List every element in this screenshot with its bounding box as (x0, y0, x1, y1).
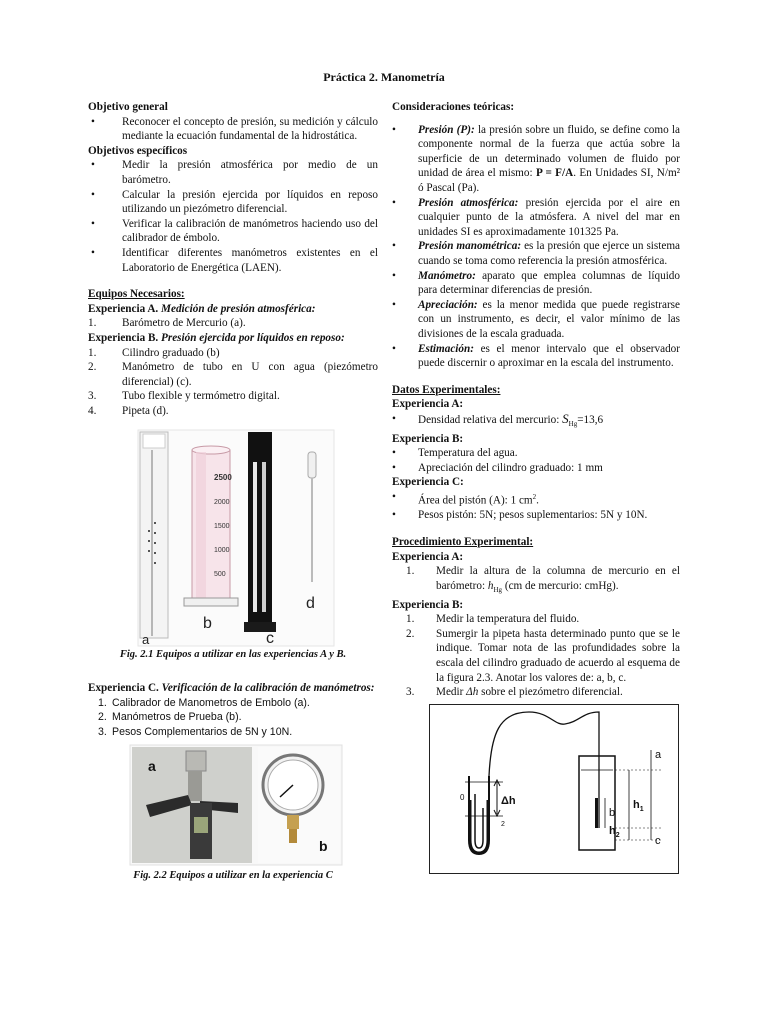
fig1-label-b: b (203, 615, 212, 633)
datos-exp-c-list (392, 490, 680, 523)
list-item: • Área del pistón (A): 1 $cm^2$. (392, 490, 680, 508)
consideraciones-heading: Consideraciones teóricas: (392, 101, 515, 113)
equipos-heading: Equipos Necesarios: (88, 288, 185, 301)
datos-exp-c-heading: Experiencia C: (392, 476, 464, 489)
list-item: 2. Sumergir la pipeta hasta determinado punto que se le indique. Tomar nota de las profundidades sobre la escala del cilindro graduado de acuerdo al esquema de la figura 2.3. Anotar los valores de: a, b, c. (406, 627, 680, 684)
list-item: • Densidad relativa del mercurio: $S_{Hg}=13,6$ (392, 412, 680, 432)
figure-2-3-diagram (429, 704, 679, 874)
svg-text:1500: 1500 (214, 523, 230, 531)
delta-h-label: Δh (501, 794, 516, 807)
proc-exp-b-heading: Experiencia B: (392, 598, 464, 611)
datos-heading: Datos Experimentales: (392, 383, 501, 396)
definition-item: • Apreciación: es la menor medida que puede registrarse con un instrumento, es decir, el valor mínimo de las divisiones de la escala graduada. (392, 298, 680, 342)
proc-exp-a-heading: Experiencia A: (392, 550, 464, 563)
exp-a-heading: Experiencia A. Medición de presión atmosférica: (88, 302, 316, 315)
datos-exp-a-heading: Experiencia A: (392, 398, 464, 411)
list-item: 1. Medir la temperatura del fluido. (406, 613, 580, 626)
objetivo-general-heading: Objetivo general (88, 101, 168, 113)
graduated-cylinder-illustration (184, 446, 238, 632)
svg-text:500: 500 (214, 571, 226, 579)
definitions-list (392, 123, 680, 371)
equipment-illustration-ab (88, 422, 378, 648)
objetivo-general-list (88, 115, 378, 144)
exp-c-heading: Experiencia C. Verificación de la calibración de manómetros: (88, 682, 375, 695)
page-title: Práctica 2. Manometría (323, 70, 445, 84)
fig1-label-a: a (142, 632, 150, 648)
fig1-label-c: c (266, 630, 274, 648)
two-label: 2 (501, 820, 505, 828)
svg-text:1000: 1000 (214, 547, 230, 555)
figure-2-1 (88, 422, 378, 648)
definition-item: • Presión manométrica: es la presión que ejerce un sistema cuando se toma como referencia la presión atmosférica. (392, 239, 680, 268)
figure-2-2 (88, 743, 378, 867)
exp-a-list (88, 316, 378, 331)
datos-exp-b-heading: Experiencia B: (392, 432, 464, 445)
right-column (392, 100, 680, 874)
definition-item: • Manómetro: aparato que emplea columnas de líquido para determinar diferencias de presión. (392, 269, 680, 298)
svg-text:2000: 2000 (214, 499, 230, 507)
list-item: 1. Medir la altura de la columna de mercurio en el barómetro: $h_{Hg}$ (cm de mercurio: cmHg). (406, 565, 680, 595)
fig2-label-b: b (319, 838, 328, 855)
list-item: • Reconocer el concepto de presión, su medición y cálculo mediante la ecuación fundamental de la hidrostática. (88, 115, 378, 144)
list-item: • Temperatura del agua. (392, 446, 680, 461)
proc-exp-b-list (392, 612, 680, 700)
list-item: 3. Tubo flexible y termómetro digital. (88, 390, 280, 403)
definition-item: • Presión atmosférica: presión ejercida por el aire en cualquier punto de la atmósfera. A nivel del mar en unidades SI es aproximadamente 101325 Pa. (392, 196, 680, 240)
datos-exp-a-list (392, 412, 680, 432)
list-item: 3. Medir Δh sobre el piezómetro diferencial. (406, 686, 623, 699)
list-item: 2. Manómetro de tubo en U con agua (piezómetro diferencial) (c). (88, 361, 378, 388)
list-item: • Calcular la presión ejercida por líquidos en reposo utilizando un piezómetro diferencial. (88, 188, 378, 217)
list-item: • Pesos pistón: 5N; pesos suplementarios: 5N y 10N. (392, 508, 680, 523)
exp-c-list (88, 696, 378, 740)
dim-c-label: c (655, 834, 661, 847)
list-item: 2. Manómetros de Prueba (b). (98, 711, 242, 724)
fig2-label-a: a (148, 758, 156, 775)
datos-exp-b-list (392, 446, 680, 475)
svg-text:2500: 2500 (214, 473, 232, 483)
figure-2-1-caption: Fig. 2.1 Equipos a utilizar en las experiencias A y B. (119, 649, 347, 661)
list-item: • Verificar la calibración de manómetros haciendo uso del calibrador de émbolo. (88, 217, 378, 246)
piston-calibrator-illustration (132, 747, 252, 863)
fig1-label-d: d (306, 595, 315, 613)
list-item: • Identificar diferentes manómetros existentes en el Laboratorio de Energética (LAEN). (88, 246, 378, 275)
list-item: 4. Pipeta (d). (88, 404, 169, 417)
zero-label: 0 (460, 792, 465, 802)
list-item: 3. Pesos Complementarios de 5N y 10N. (98, 725, 293, 738)
equipment-illustration-c (88, 743, 378, 867)
barometer-illustration (140, 432, 168, 647)
u-tube-manometer-illustration (244, 432, 276, 647)
proc-exp-a-list (392, 564, 680, 597)
list-item: 1. Barómetro de Mercurio (a). (88, 317, 246, 330)
pressure-gauge-illustration (258, 747, 340, 863)
objetivos-especificos-heading: Objetivos específicos (88, 144, 188, 157)
dim-h1-label: $h_1$ (633, 798, 644, 813)
exp-b-heading: Experiencia B. Presión ejercida por líquidos en reposo: (88, 331, 345, 344)
procedimiento-heading: Procedimiento Experimental: (392, 536, 534, 548)
list-item: 1. Calibrador de Manometros de Embolo (a). (98, 696, 310, 709)
piezometer-schematic (429, 704, 679, 874)
list-item: • Medir la presión atmosférica por medio de un barómetro. (88, 158, 378, 187)
definition-item: • Presión (P): la presión sobre un fluido, se define como la componente normal de la fuerza que actúa sobre la superficie de un determinado volumen de fluido por unidad de área el mismo: P = F/A. En Unidades SI, N/m² ó Pascal (Pa). (392, 123, 680, 196)
exp-b-list (88, 346, 378, 419)
list-item: 1. Cilindro graduado (b) (88, 346, 220, 359)
dim-a-label: a (655, 748, 662, 761)
objetivos-especificos-list (88, 158, 378, 275)
dim-b-label: b (609, 806, 616, 819)
dim-h2-label: $h_2$ (609, 824, 620, 839)
left-column (88, 100, 378, 884)
figure-2-2-caption: Fig. 2.2 Equipos a utilizar en la experiencia C (133, 870, 333, 882)
definition-item: • Estimación: es el menor intervalo que el observador puede discernir o aproximar en la escala del instrumento. (392, 342, 680, 371)
list-item: • Apreciación del cilindro graduado: 1 mm (392, 461, 680, 476)
